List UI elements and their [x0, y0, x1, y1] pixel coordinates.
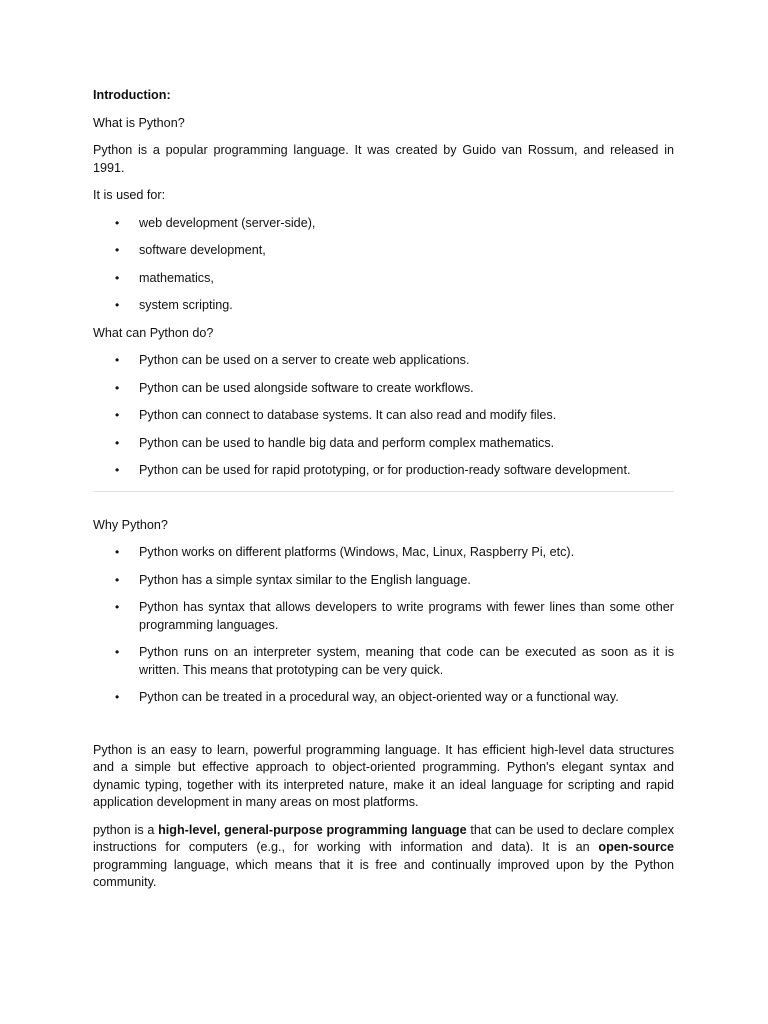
list-item: • mathematics,: [93, 270, 674, 288]
bullet-icon: •: [115, 353, 120, 367]
high-level-emphasis: high-level, general-purpose programming language: [158, 822, 467, 837]
bullet-icon: •: [115, 270, 120, 285]
list-item: • Python works on different platforms (Windows, Mac, Linux, Raspberry Pi, etc).: [93, 544, 674, 562]
document-page: [93, 84, 674, 892]
section-divider: [93, 491, 674, 492]
list-item: • Python can connect to database systems. It can also read and modify files.: [93, 407, 674, 425]
bullet-icon: •: [115, 215, 120, 230]
bullet-icon: •: [115, 408, 120, 422]
uses-list: [93, 215, 674, 315]
list-item: • Python runs on an interpreter system, meaning that code can be executed as soon as it is written. This means that prototyping can be very quick.: [115, 645, 674, 677]
list-item: • Python can be used alongside software to create workflows.: [93, 380, 674, 398]
list-item: • system scripting.: [93, 297, 674, 315]
bullet-icon: •: [115, 572, 120, 587]
open-source-emphasis: open-source: [598, 840, 674, 854]
bullet-icon: •: [115, 600, 120, 614]
list-item: • Python can be used to handle big data and perform complex mathematics.: [93, 435, 674, 453]
bullet-icon: •: [115, 380, 120, 395]
list-item: • software development,: [93, 242, 674, 260]
intro-paragraph: Python is a popular programming language. It was created by Guido van Rossum, and released in 1991.: [93, 143, 674, 175]
closing-paragraph: python is a high-level, general-purpose programming language that can be used to declare complex instructions for computers (e.g., for working with information and data). It is an open-source programming language, which means that it is free and continually improved upon by the Python community.: [93, 822, 674, 889]
bullet-icon: •: [115, 545, 120, 559]
list-item: • Python can be treated in a procedural way, an object-oriented way or a functional way.: [93, 689, 674, 707]
can-do-list: [93, 352, 674, 480]
list-item: • Python can be used on a server to create web applications.: [93, 352, 674, 370]
bullet-icon: •: [115, 435, 120, 450]
list-item: • Python has syntax that allows developers to write programs with fewer lines than some other programming languages.: [115, 600, 674, 632]
bullet-icon: •: [115, 645, 120, 659]
why-python-question: Why Python?: [93, 517, 168, 532]
bullet-icon: •: [115, 298, 120, 312]
bullet-icon: •: [115, 243, 120, 257]
bullet-icon: •: [115, 690, 120, 704]
intro-heading: Introduction:: [93, 88, 171, 102]
why-list: [93, 544, 674, 707]
summary-paragraph: Python is an easy to learn, powerful programming language. It has efficient high-level data structures and a simple but effective approach to object-oriented programming. Python's elegant syntax and dynamic typing, together with its interpreted nature, make it an ideal language for scripting and rapid application development in many areas on most platforms.: [93, 742, 674, 809]
what-is-python-question: What is Python?: [93, 115, 185, 130]
list-item: • web development (server-side),: [93, 215, 674, 233]
bullet-icon: •: [115, 463, 120, 477]
list-item: • Python can be used for rapid prototyping, or for production-ready software development.: [93, 462, 674, 480]
list-item: • Python has a simple syntax similar to the English language.: [93, 572, 674, 590]
what-can-python-do-question: What can Python do?: [93, 325, 214, 340]
uses-lead: It is used for:: [93, 188, 166, 202]
